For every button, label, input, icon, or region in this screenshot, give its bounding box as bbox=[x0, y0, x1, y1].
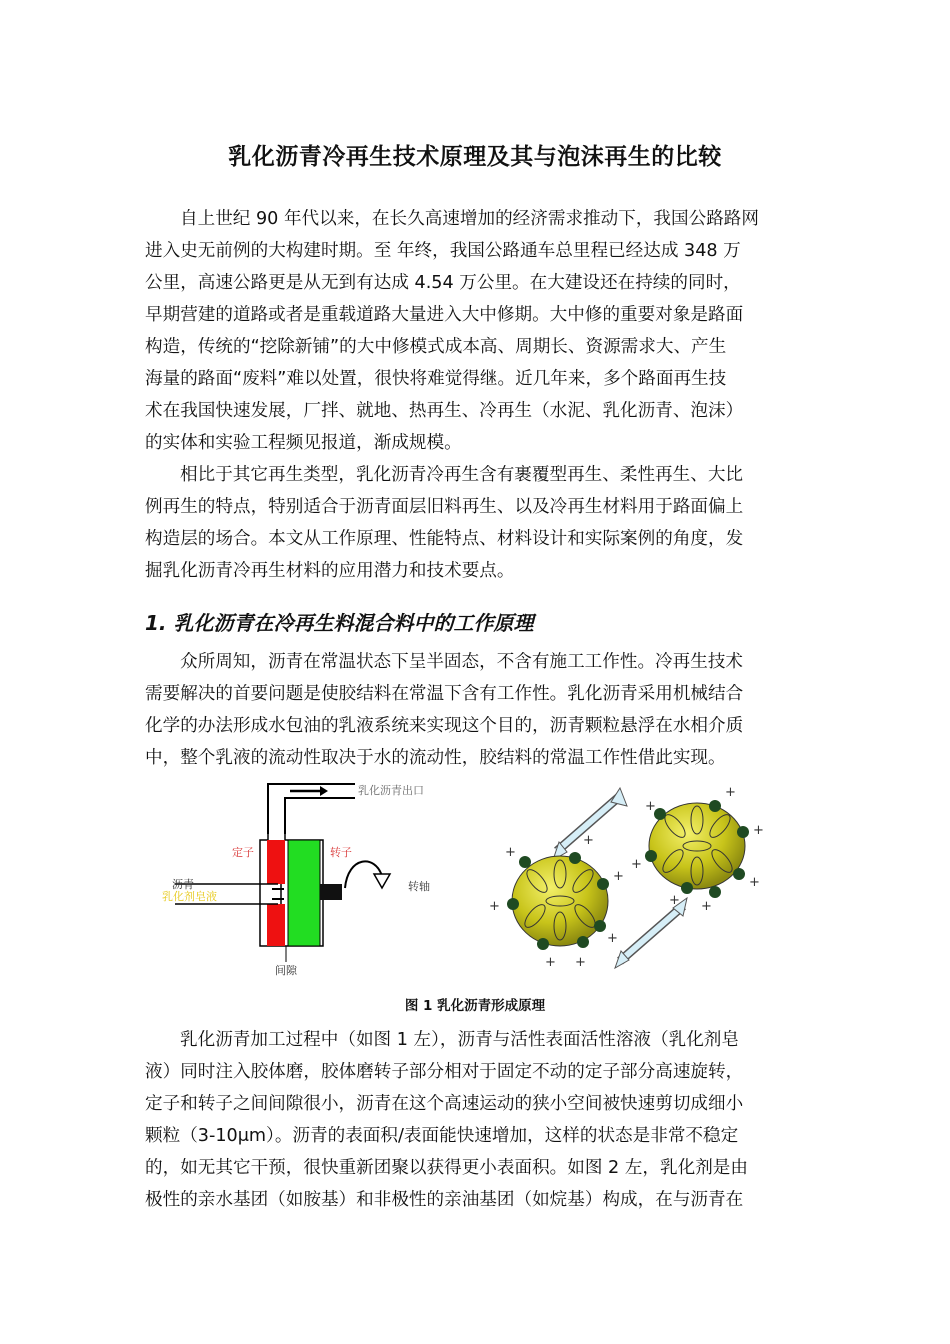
shaft-label: 转轴 bbox=[408, 880, 430, 893]
text-line: 自上世纪 90 年代以来，在长久高速增加的经济需求推动下，我国公路路网 bbox=[180, 209, 759, 229]
stator-label: 定子 bbox=[232, 846, 254, 859]
text-line: 公里，高速公路更是从无到有达成 4.54 万公里。在大建设还在持续的同时， bbox=[145, 273, 741, 293]
text-line: 定子和转子之间间隙很小，沥青在这个高速运动的狭小空间被快速剪切成细小 bbox=[145, 1094, 744, 1114]
svg-text:+: + bbox=[669, 893, 680, 908]
asphalt-label: 沥青 bbox=[172, 878, 194, 891]
text-line: 的，如无其它干预，很快重新团聚以获得更小表面积。如图 2 左，乳化剂是由 bbox=[145, 1158, 748, 1178]
svg-text:+: + bbox=[489, 899, 500, 914]
svg-text:+: + bbox=[645, 799, 656, 814]
text-line: 液）同时注入胶体磨，胶体磨转子部分相对于固定不动的定子部分高速旋转， bbox=[145, 1062, 744, 1082]
asphalt-particle-left bbox=[507, 852, 609, 950]
text-line: 需要解决的首要问题是使胶结料在常温下含有工作性。乳化沥青采用机械结合 bbox=[145, 684, 744, 704]
text-line: 早期营建的道路或者是重载道路大量进入大中修期。大中修的重要对象是路面 bbox=[145, 305, 744, 325]
svg-text:+: + bbox=[701, 899, 712, 914]
rotor bbox=[288, 840, 320, 946]
text-line: 中，整个乳液的流动性取决于水的流动性，胶结料的常温工作性借此实现。 bbox=[145, 748, 726, 768]
shaft bbox=[320, 884, 342, 900]
text-line: 的实体和实验工程频见报道，渐成规模。 bbox=[145, 433, 462, 453]
svg-text:+: + bbox=[505, 845, 516, 860]
svg-text:+: + bbox=[749, 875, 760, 890]
colloid-mill-diagram bbox=[160, 776, 450, 986]
section1-paragraph-2 bbox=[145, 1024, 805, 1216]
intro-paragraph-2 bbox=[145, 459, 805, 587]
text-line: 术在我国快速发展，厂拌、就地、热再生、冷再生（水泥、乳化沥青、泡沫） bbox=[145, 401, 744, 421]
svg-text:+: + bbox=[583, 833, 594, 848]
text-line: 相比于其它再生类型，乳化沥青冷再生含有裹覆型再生、柔性再生、大比 bbox=[180, 465, 744, 485]
text-line: 极性的亲水基团（如胺基）和非极性的亲油基团（如烷基）构成，在与沥青在 bbox=[145, 1190, 744, 1210]
svg-text:+: + bbox=[607, 931, 618, 946]
text-line: 构造层的场合。本文从工作原理、性能特点、材料设计和实际案例的角度，发 bbox=[145, 529, 744, 549]
gap-label: 间隙 bbox=[275, 964, 297, 977]
text-line: 海量的路面“废料”难以处置，很快将难觉得继。近几年来，多个路面再生技 bbox=[145, 369, 727, 389]
text-line: 颗粒（3-10μm）。沥青的表面积/表面能快速增加，这样的状态是非常不稳定 bbox=[145, 1126, 739, 1146]
outlet-label: 乳化沥青出口 bbox=[358, 784, 424, 797]
section-heading: 1. 乳化沥青在冷再生料混合料中的工作原理 bbox=[145, 611, 534, 635]
svg-text:+: + bbox=[613, 869, 624, 884]
rotor-label: 转子 bbox=[330, 846, 352, 859]
svg-text:+: + bbox=[545, 955, 556, 970]
text-line: 化学的办法形成水包油的乳液系统来实现这个目的，沥青颗粒悬浮在水相介质 bbox=[145, 716, 744, 736]
section1-paragraph-1 bbox=[145, 646, 805, 774]
svg-text:+: + bbox=[575, 955, 586, 970]
text-line: 构造，传统的“挖除新铺”的大中修模式成本高、周期长、资源需求大、产生 bbox=[145, 337, 727, 357]
svg-text:+: + bbox=[631, 857, 642, 872]
text-line: 乳化沥青加工过程中（如图 1 左），沥青与活性表面活性溶液（乳化剂皂 bbox=[180, 1030, 739, 1050]
svg-text:+: + bbox=[753, 823, 764, 838]
colloid-mill-svg bbox=[160, 776, 450, 986]
emulsifier-label: 乳化剂皂液 bbox=[162, 890, 217, 903]
page-title: 乳化沥青冷再生技术原理及其与泡沫再生的比较 bbox=[228, 144, 722, 170]
emulsion-particles-diagram bbox=[475, 776, 785, 976]
figure-caption: 图 1 乳化沥青形成原理 bbox=[404, 998, 546, 1014]
approach-arrow-top bbox=[553, 788, 627, 860]
text-line: 例再生的特点，特别适合于沥青面层旧料再生、以及冷再生材料用于路面偏上 bbox=[145, 497, 744, 517]
text-line: 众所周知，沥青在常温状态下呈半固态，不含有施工工作性。冷再生技术 bbox=[180, 652, 744, 672]
stator-top bbox=[267, 840, 285, 884]
svg-text:+: + bbox=[725, 785, 736, 800]
approach-arrow-bottom bbox=[615, 898, 687, 968]
emulsion-particles-svg bbox=[475, 776, 785, 976]
asphalt-particle-right bbox=[645, 800, 749, 898]
intro-paragraph-1 bbox=[145, 203, 805, 459]
text-line: 掘乳化沥青冷再生材料的应用潜力和技术要点。 bbox=[145, 561, 515, 581]
stator-bottom bbox=[267, 904, 285, 946]
text-line: 进入史无前例的大构建时期。至 年终，我国公路通车总里程已经达成 348 万 bbox=[145, 241, 741, 261]
